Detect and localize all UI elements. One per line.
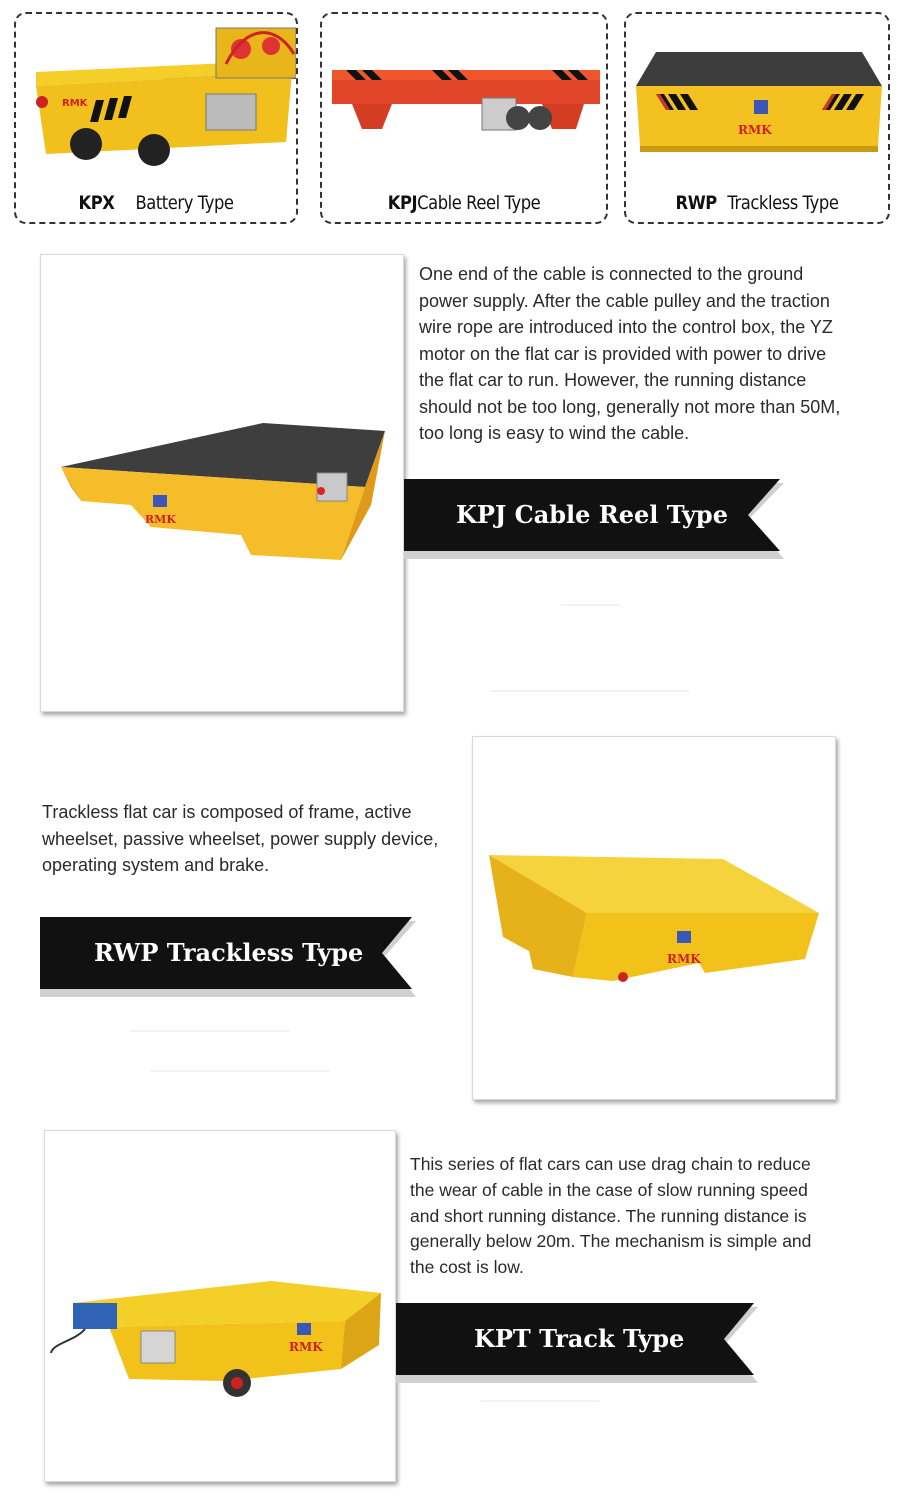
kpt-cart-image <box>45 1131 397 1483</box>
kpj-banner <box>404 479 784 555</box>
thumb-label: Battery Type <box>135 192 234 214</box>
rwp-description: Trackless flat car is composed of frame, active wheelset, passive wheelset, power supply device, operating system and brake. <box>42 802 439 875</box>
kpt-description: This series of flat cars can use drag chain to reduce the wear of cable in the case of slow running speed and short running distance. The running distance is generally below 20m. The mechanism is simple and the cost is low. <box>410 1154 812 1278</box>
thumb-card-kpj[interactable] <box>320 12 608 224</box>
thumb-caption-kpx <box>36 192 277 214</box>
thumb-label: Trackless Type <box>727 192 839 214</box>
faint-divider <box>150 1070 330 1072</box>
faint-divider <box>490 690 690 692</box>
rmk-logo-icon: RMK <box>738 123 772 137</box>
rmk-logo-icon: RMK <box>62 98 88 109</box>
rmk-logo-icon: RMK <box>667 952 701 966</box>
thumb-code: KPJ <box>387 192 418 214</box>
thumb-code: KPX <box>78 192 115 214</box>
thumb-card-rwp[interactable] <box>624 12 890 224</box>
rwp-banner-title: RWP Trackless Type <box>94 938 364 967</box>
rwp-product-photo <box>472 736 836 1100</box>
kpt-banner <box>396 1303 758 1379</box>
kpj-description: One end of the cable is connected to the ground power supply. After the cable pulley and the traction wire rope are introduced into the control box, the YZ motor on the flat car is provided with power to drive the flat car to run. However, the running distance should not be too long, generally not more than 50M, too long is easy to wind the cable. <box>419 264 841 443</box>
thumb-label: Cable Reel Type <box>417 192 541 214</box>
rwp-cart-image <box>473 737 837 1101</box>
thumb-caption-rwp <box>644 192 869 214</box>
rmk-logo-icon: RMK <box>145 513 176 526</box>
faint-divider <box>130 1030 290 1032</box>
kpj-banner-title: KPJ Cable Reel Type <box>456 500 728 529</box>
kpt-product-photo <box>44 1130 396 1482</box>
rwp-banner <box>40 917 416 993</box>
kpj-product-photo <box>40 254 404 712</box>
thumb-caption-kpj <box>342 192 586 214</box>
thumb-card-kpx[interactable] <box>14 12 298 224</box>
thumb-code: RWP <box>675 192 717 214</box>
rmk-logo-icon: RMK <box>289 1340 323 1354</box>
faint-divider <box>480 1400 600 1402</box>
kpj-cart-image <box>41 255 405 713</box>
kpt-banner-title: KPT Track Type <box>474 1324 685 1353</box>
faint-divider <box>560 604 620 606</box>
